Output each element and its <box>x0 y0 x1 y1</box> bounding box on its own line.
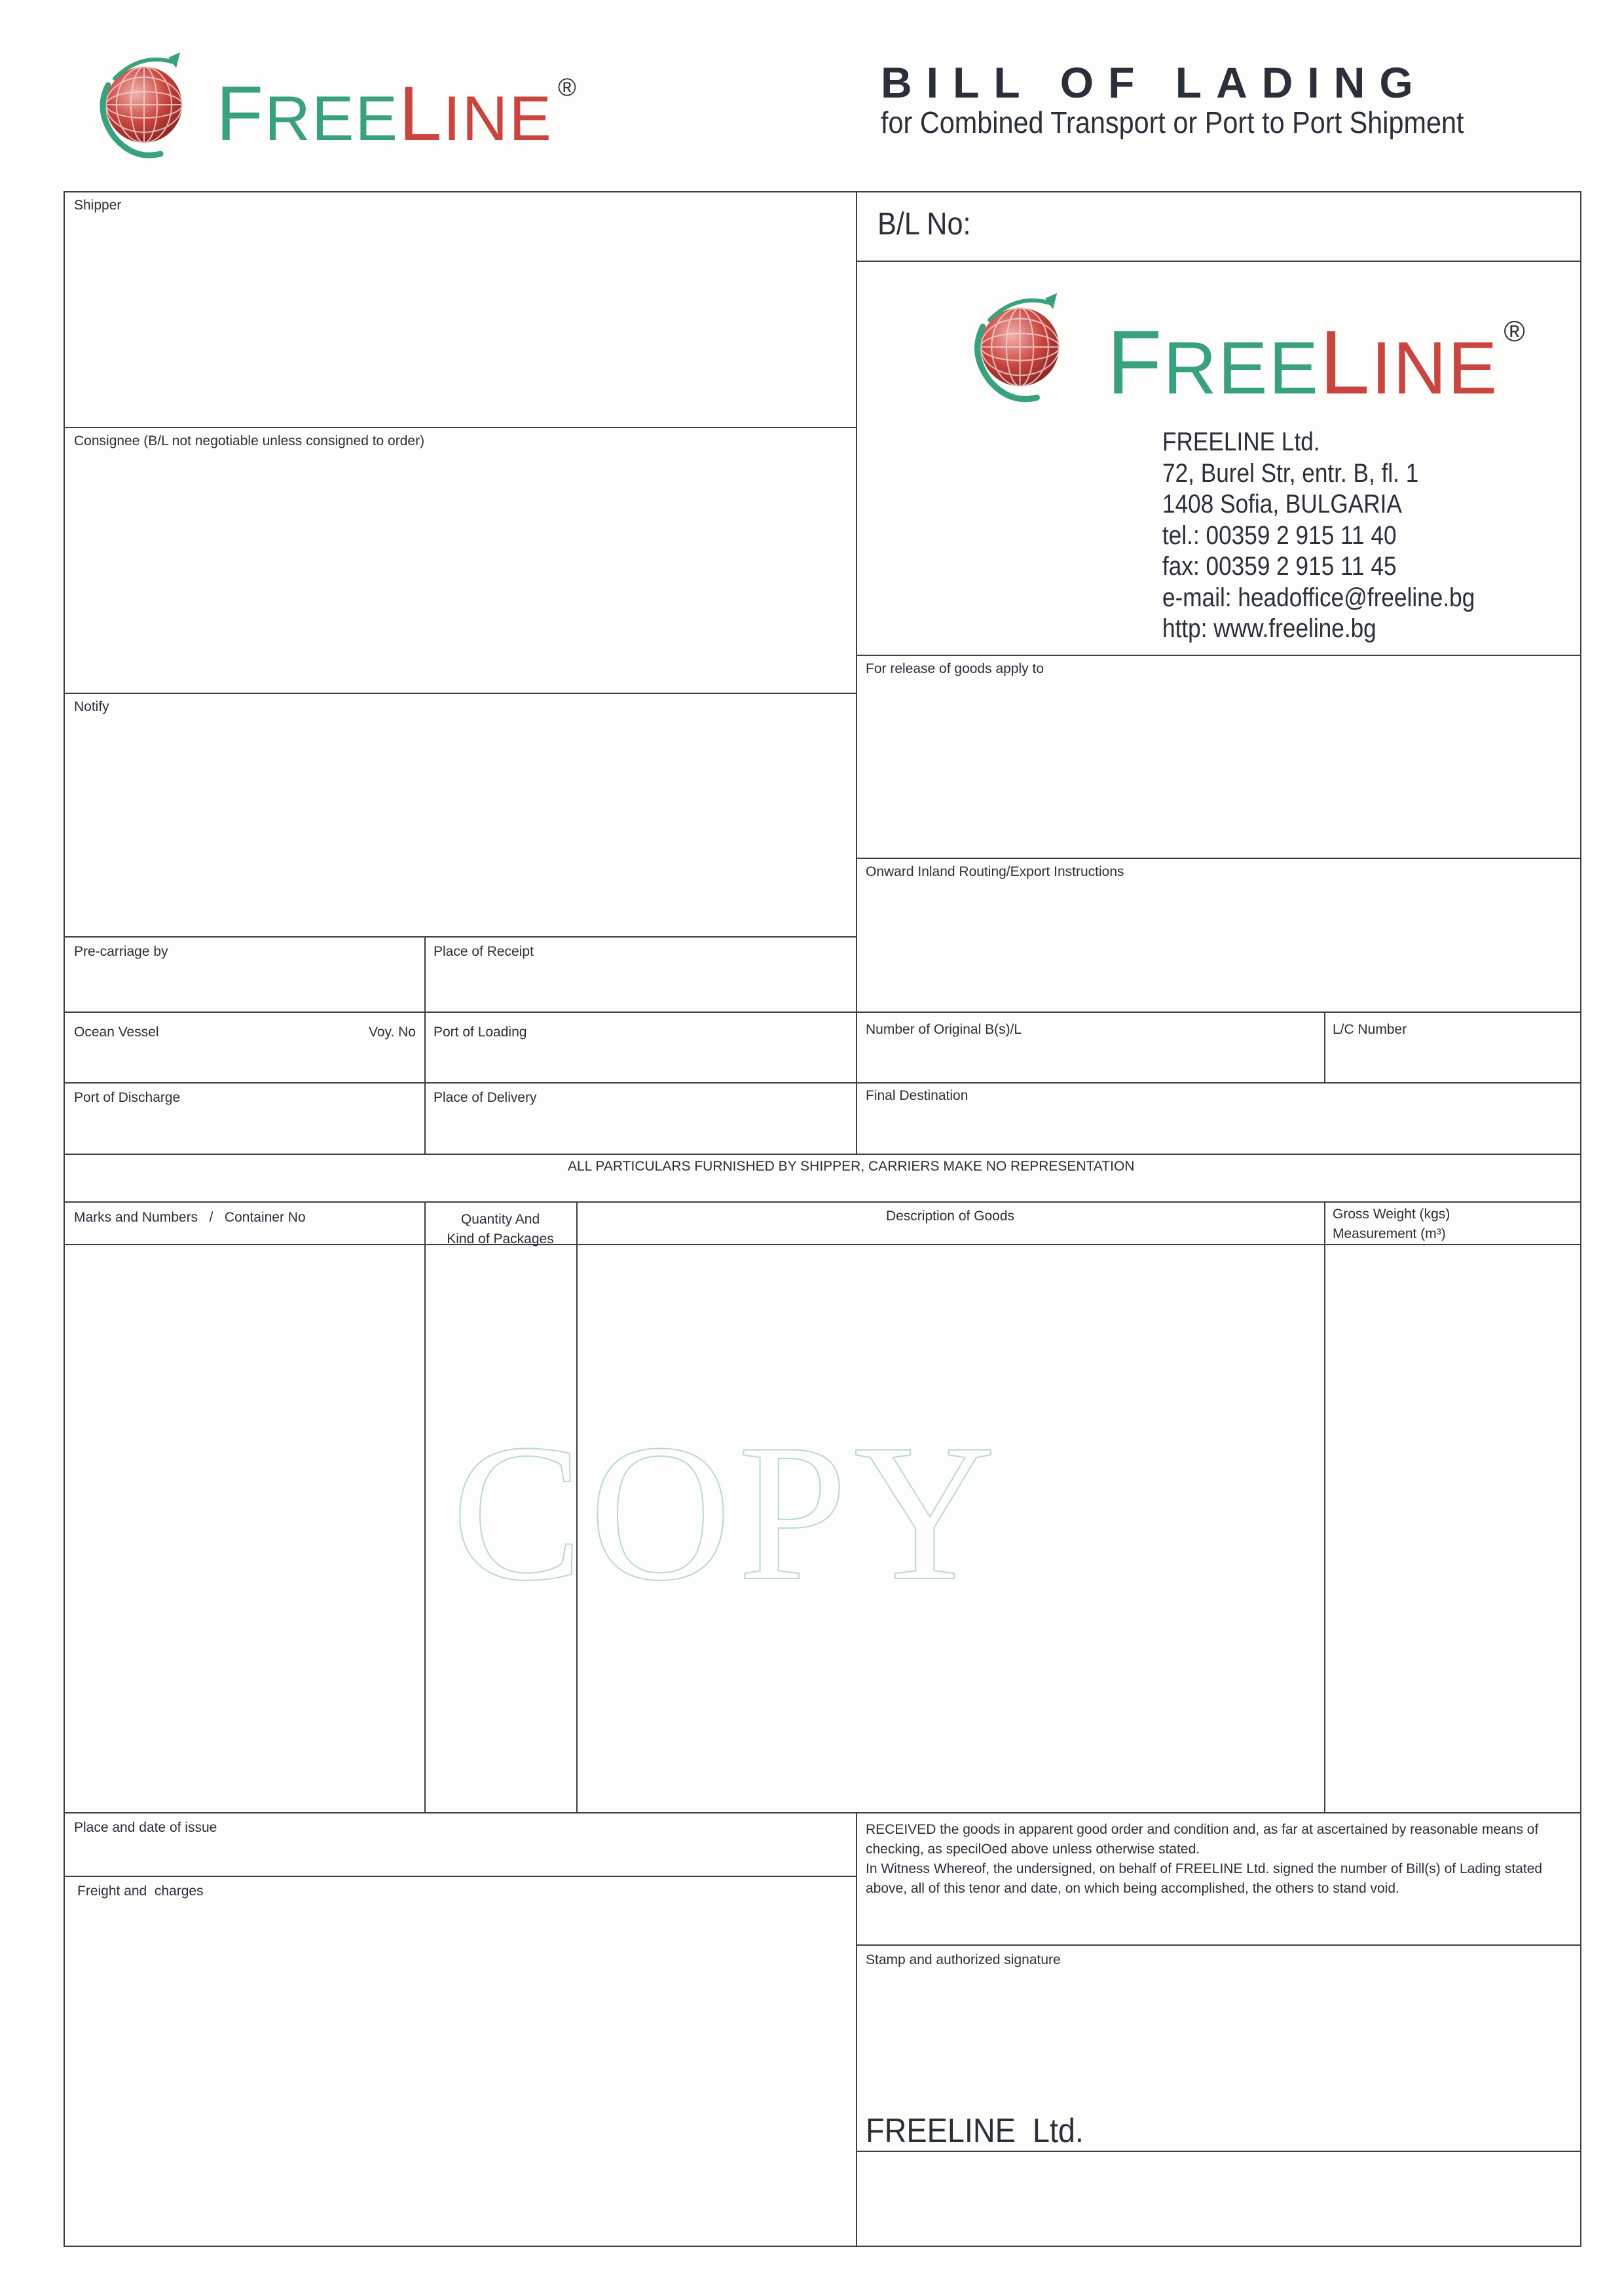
original-bl-count-label: Number of Original B(s)/L <box>866 1022 1022 1037</box>
pre-carriage-label: Pre-carriage by <box>74 944 168 959</box>
description-header: Description of Goods <box>885 1209 1015 1224</box>
document-title: BILL OF LADING <box>881 58 1428 107</box>
company-website: http: www.freeline.bg <box>1162 614 1376 643</box>
document-subtitle: for Combined Transport or Port to Port Shipment <box>881 105 1464 139</box>
place-date-issue-label: Place and date of issue <box>74 1820 217 1835</box>
freight-charges-label: Freight and charges <box>77 1884 204 1899</box>
stamp-signature-label: Stamp and authorized signature <box>866 1952 1061 1967</box>
copy-watermark: COPY <box>452 1404 1003 1621</box>
port-of-discharge-label: Port of Discharge <box>74 1090 181 1105</box>
company-name: FREELINE Ltd. <box>1162 428 1320 456</box>
onward-routing-label: Onward Inland Routing/Export Instructions <box>866 864 1124 879</box>
company-city: 1408 Sofia, BULGARIA <box>1162 490 1402 519</box>
notify-label: Notify <box>74 699 109 714</box>
center-divider <box>856 191 857 1154</box>
terms-witness: In Witness Whereof, the undersigned, on behalf of FREELINE Ltd. signed the number of Bill(s) of Lading stated above, all of this tenor and date, on which being accomplished, the others to stand void. <box>866 1861 1543 1896</box>
company-tel: tel.: 00359 2 915 11 40 <box>1162 520 1397 550</box>
brand-name: FREELINE ® <box>216 71 578 157</box>
consignee-label: Consignee (B/L not negotiable unless consigned to order) <box>74 433 425 448</box>
company-street: 72, Burel Str, entr. B, fl. 1 <box>1162 458 1419 488</box>
company-fax: fax: 00359 2 915 11 45 <box>1162 552 1397 581</box>
shipper-label: Shipper <box>74 198 122 213</box>
marks-header: Marks and Numbers / Container No <box>74 1210 306 1225</box>
signature-company: FREELINE Ltd. <box>866 2112 1084 2150</box>
company-email: e-mail: headoffice@freeline.bg <box>1162 583 1475 612</box>
globe-logo-icon <box>88 39 196 170</box>
company-brand-name: FREELINE ® <box>1107 312 1526 413</box>
voy-no-label: Voy. No <box>369 1025 416 1040</box>
weight-header: Gross Weight (kgs) Measurement (m³) <box>1333 1207 1450 1241</box>
bl-number-label: B/L No: <box>877 207 971 242</box>
port-of-loading-label: Port of Loading <box>434 1025 527 1040</box>
final-destination-label: Final Destination <box>866 1088 969 1103</box>
particulars-notice: ALL PARTICULARS FURNISHED BY SHIPPER, CARRIERS MAKE NO REPRESENTATION <box>568 1159 1135 1174</box>
lc-number-label: L/C Number <box>1333 1022 1407 1037</box>
terms-received: RECEIVED the goods in apparent good order and condition and, as far at ascertained by reasonable means of checking, as specilOed above unless otherwise stated. <box>866 1822 1539 1857</box>
center-divider-lower <box>856 1812 857 2247</box>
ocean-vessel-label: Ocean Vessel <box>74 1025 159 1040</box>
place-of-delivery-label: Place of Delivery <box>434 1090 537 1105</box>
quantity-header: Quantity And Kind of Packages <box>447 1212 554 1247</box>
company-address <box>1162 427 1475 645</box>
place-of-receipt-label: Place of Receipt <box>434 944 534 959</box>
globe-logo-icon <box>963 278 1074 416</box>
terms-text <box>866 1820 1586 1899</box>
release-label: For release of goods apply to <box>866 661 1044 676</box>
